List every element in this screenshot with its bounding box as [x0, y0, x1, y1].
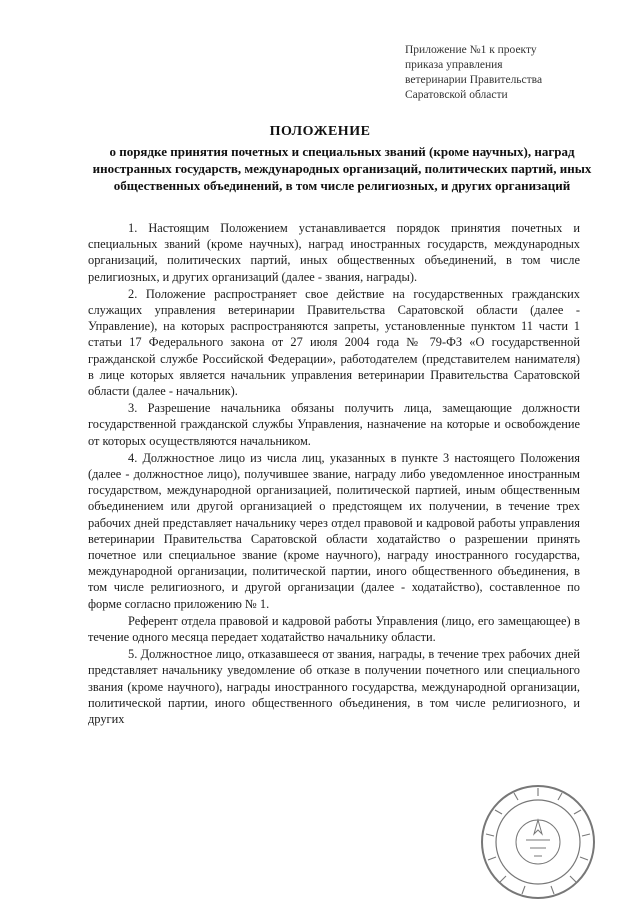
- paragraph-referent: Референт отдела правовой и кадровой работы Управления (лицо, его замещающее) в течение одного месяца передает ходатайство начальнику области.: [88, 613, 580, 645]
- appendix-note: [405, 43, 605, 103]
- document-title: ПОЛОЖЕНИЕ: [269, 124, 371, 139]
- appendix-line-4: Саратовской области: [405, 89, 508, 101]
- official-stamp: [478, 782, 598, 902]
- paragraph-2: 2. Положение распространяет свое действие на государственных гражданских служащих управления ветеринарии Правительства Саратовской области (далее - Управление), на которых распространяются запреты, установленные пунктом 11 части 1 статьи 17 Федерального закона от 27 июля 2004 года № 79-ФЗ «О государственной гражданской службе Российской Федерации», работодателем (представителем нанимателя) в лице которых является начальник управления ветеринарии Правительства Саратовской области (далее - начальник).: [88, 286, 580, 399]
- document-body: [88, 220, 580, 728]
- paragraph-1: 1. Настоящим Положением устанавливается порядок принятия почетных и специальных званий (кроме научных), наград иностранных государств, международных организаций, политических партий, иных общественных объединений, в том числе религиозных, и других организаций (далее - звания, награды).: [88, 221, 580, 284]
- paragraph-4: 4. Должностное лицо из числа лиц, указанных в пункте 3 настоящего Положения (далее - должностное лицо), получившее звание, награду либо уведомленное иностранным государством, международной организацией, политической партией, иным общественным объединением или другой организацией о предстоящем их получении, в течение трех рабочих дней представляет начальнику через отдел правовой и кадровой работы управления ветеринарии Правительства Саратовской области ходатайство о разрешении принять почетное или специальное звание (кроме научного), награду иностранного государства, международной организации, политической партии, иного общественного объединения, в том числе религиозного, и другой организации (далее - ходатайство), составленное по форме согласно приложению № 1.: [88, 450, 580, 611]
- paragraph-5: 5. Должностное лицо, отказавшееся от звания, награды, в течение трех рабочих дней представляет начальнику уведомление об отказе в получении почетного или специального звания (кроме научного), награды иностранного государства, международной организации, политической партии, иного общественного объединения, в том числе религиозного, и других: [88, 647, 580, 727]
- appendix-line-2: приказа управления: [405, 59, 503, 71]
- paragraph-3: 3. Разрешение начальника обязаны получить лица, замещающие должности государственной гражданской службы Управления, назначение на которые и освобождение от которых осуществляются начальником.: [88, 401, 580, 448]
- document-subtitle: о порядке принятия почетных и специальных званий (кроме научных), наград иностранных государств, международных организаций, политических партий, иных общественных объединений, в том числе религиозных, и других организаций: [92, 144, 592, 193]
- appendix-line-1: Приложение №1 к проекту: [405, 44, 537, 56]
- appendix-line-3: ветеринарии Правительства: [405, 74, 543, 86]
